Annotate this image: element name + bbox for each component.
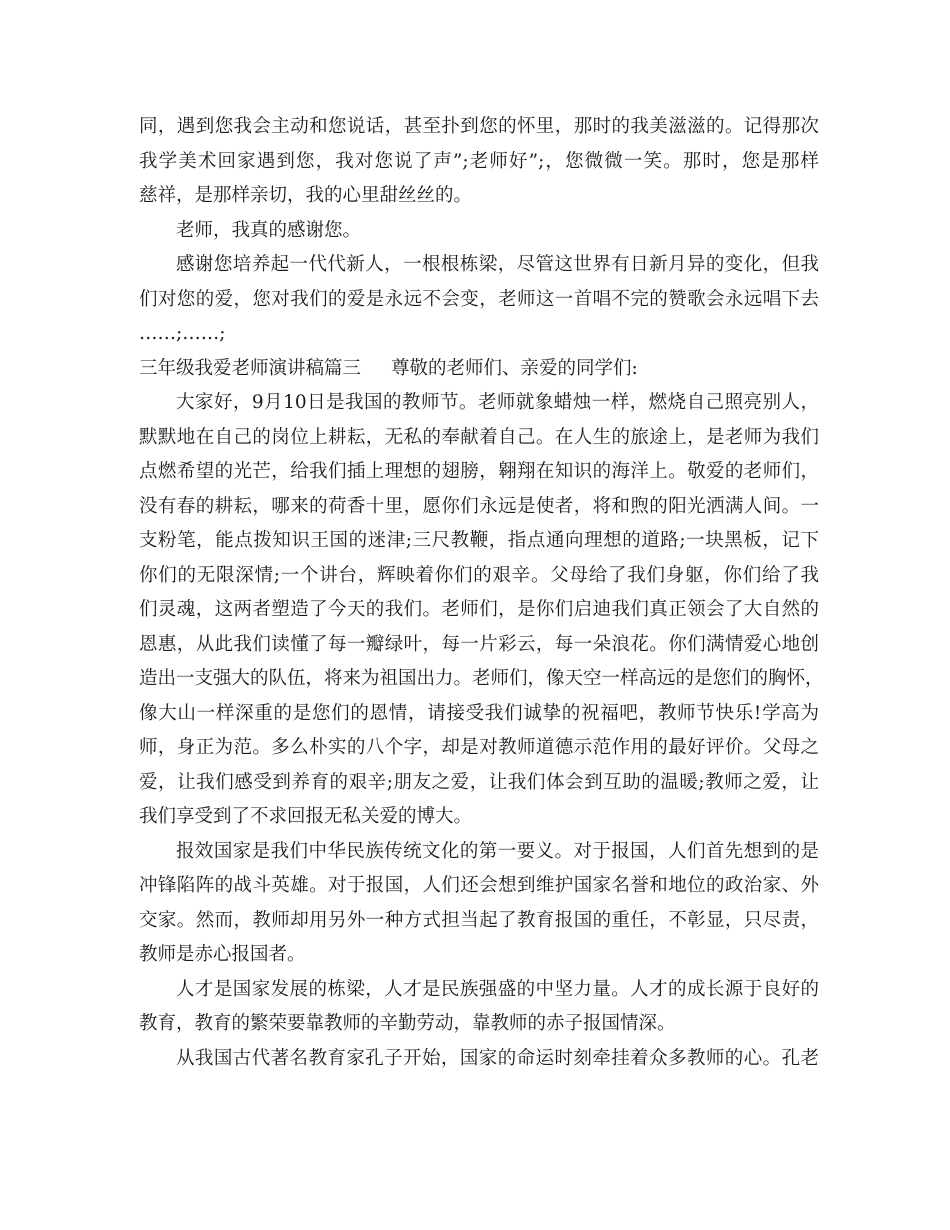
text-line: 我学美术回家遇到您，我对您说了声”;老师好”;，您微微一笑。那时，您是那样: [139, 150, 819, 172]
text-line: 报效国家是我们中华民族传统文化的第一要义。对于报国，人们首先想到的是: [176, 840, 819, 862]
text-line: 师，身正为范。多么朴实的八个字，却是对教师道德示范作用的最好评价。父母之: [139, 737, 819, 758]
text-line: 感谢您培养起一代代新人，一根根栋梁，尽管这世界有日新月异的变化，但我: [176, 254, 819, 275]
text-line: 造出一支强大的队伍，将来为祖国出力。老师们，像天空一样高远的是您们的胸怀，: [139, 668, 824, 689]
section-heading: 三年级我爱老师演讲稿篇三: [139, 357, 362, 379]
text-line: 像大山一样深重的是您们的恩情，请接受我们诚挚的祝福吧，教师节快乐!学高为: [139, 702, 819, 724]
text-line: 慈祥，是那样亲切，我的心里甜丝丝的。: [139, 185, 473, 206]
text-line: 支粉笔，能点拨知识王国的迷津;三尺教鞭，指点通向理想的道路;一块黑板，记下: [139, 530, 819, 551]
text-line: 们对您的爱，您对我们的爱是永远不会变，老师这一首唱不完的赞歌会永远唱下去: [139, 288, 819, 310]
text-line: 冲锋陷阵的战斗英雄。对于报国，人们还会想到维护国家名誉和地位的政治家、外: [139, 875, 819, 896]
text-line: ……;……;: [139, 323, 226, 344]
text-line: 我们享受到了不求回报无私关爱的博大。: [139, 806, 473, 827]
text-line: 你们的无限深情;一个讲台，辉映着你们的艰辛。父母给了我们身躯，你们给了我: [139, 564, 819, 586]
section-heading-line: [139, 352, 819, 387]
text-line: 同，遇到您我会主动和您说话，甚至扑到您的怀里，那时的我美滋滋的。记得那次: [139, 116, 819, 137]
text-line: 从我国古代著名教育家孔子开始，国家的命运时刻牵挂着众多教师的心。孔老: [176, 1047, 819, 1069]
text-line: 点燃希望的光芒，给我们插上理想的翅膀，翱翔在知识的海洋上。敬爱的老师们，: [139, 461, 819, 482]
text-line: 默默地在自己的岗位上耕耘，无私的奉献着自己。在人生的旅途上，是老师为我们: [139, 426, 819, 448]
text-line: 爱，让我们感受到养育的艰辛;朋友之爱，让我们体会到互助的温暖;教师之爱，让: [139, 771, 819, 793]
text-line: 教师是赤心报国者。: [139, 944, 306, 965]
salutation: 尊敬的老师们、亲爱的同学们:: [391, 357, 638, 379]
text-line: 没有春的耕耘，哪来的荷香十里，愿你们永远是使者，将和煦的阳光洒满人间。一: [139, 495, 819, 517]
text-line: 老师，我真的感谢您。: [176, 219, 362, 241]
document-body: [139, 110, 824, 1076]
text-line: 大家好，9月10日是我国的教师节。老师就象蜡烛一样，燃烧自己照亮别人，: [176, 392, 819, 413]
text-line: 恩惠，从此我们读懂了每一瓣绿叶，每一片彩云，每一朵浪花。你们满情爱心地创: [139, 633, 819, 655]
text-line: 人才是国家发展的栋梁，人才是民族强盛的中坚力量。人才的成长源于良好的: [176, 978, 819, 1000]
text-line: 们灵魂，这两者塑造了今天的我们。老师们，是你们启迪我们真正领会了大自然的: [139, 599, 819, 620]
text-line: 交家。然而，教师却用另外一种方式担当起了教育报国的重任，不彰显，只尽责，: [139, 909, 819, 931]
text-line: 教育，教育的繁荣要靠教师的辛勤劳动，靠教师的赤子报国情深。: [139, 1013, 676, 1034]
